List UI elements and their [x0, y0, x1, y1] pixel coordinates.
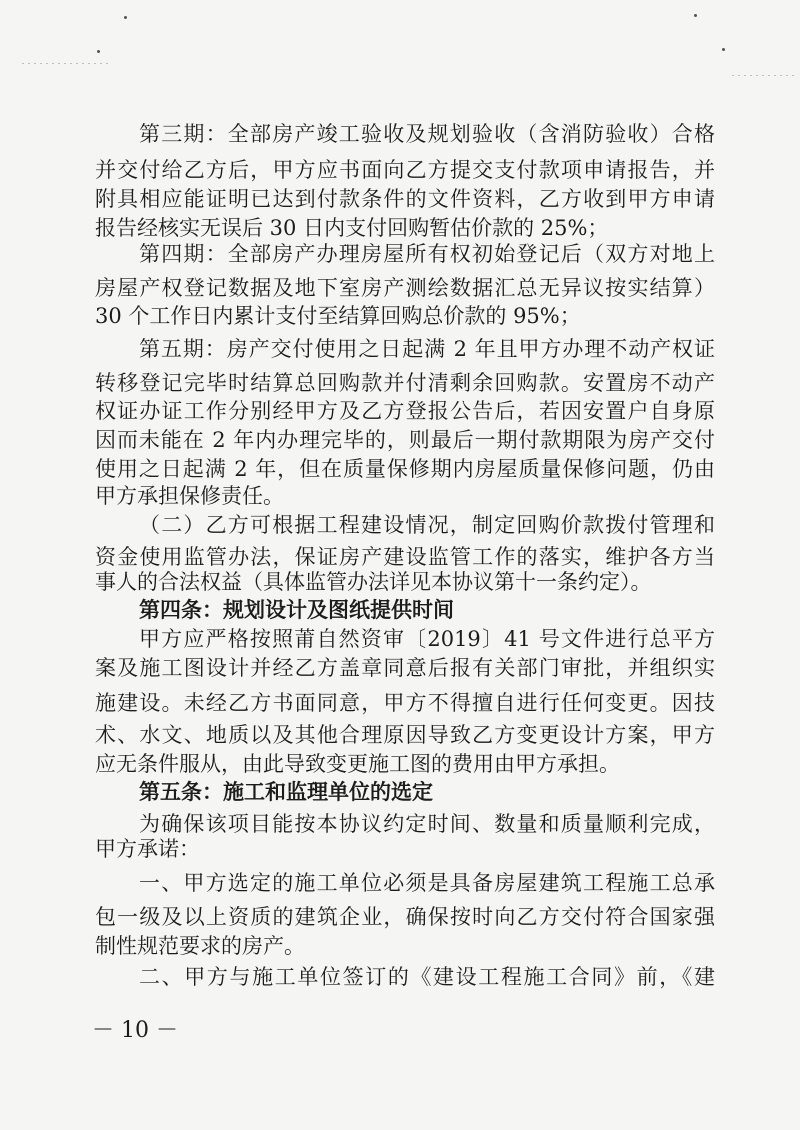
- paragraph-line: 附具相应能证明已达到付款条件的文件资料，乙方收到甲方申请: [95, 187, 715, 211]
- paragraph-line: 甲方承诺：: [95, 837, 200, 861]
- paragraph-line: （二）乙方可根据工程建设情况，制定回购价款拨付管理和: [139, 513, 715, 537]
- paragraph-line: 一、甲方选定的施工单位必须是具备房屋建筑工程施工总承: [139, 871, 715, 895]
- paragraph-line: 甲方应严格按照莆自然资审〔2019〕41 号文件进行总平方: [139, 627, 715, 651]
- paragraph-line: 使用之日起满 2 年，但在质量保修期内房屋质量保修问题，仍由: [95, 457, 715, 481]
- paragraph-line: 权证办证工作分别经甲方及乙方登报公告后，若因安置户自身原: [95, 399, 715, 423]
- scan-noise: [22, 63, 112, 64]
- paragraph-line: 事人的合法权益（具体监管办法详见本协议第十一条约定）。: [95, 570, 652, 594]
- paragraph-line: 二、甲方与施工单位签订的《建设工程施工合同》前，《建: [139, 965, 715, 989]
- paragraph-line: 第三期：全部房产竣工验收及规划验收（含消防验收）合格: [139, 122, 715, 146]
- paragraph-line: 第五期：房产交付使用之日起满 2 年且甲方办理不动产权证: [139, 337, 715, 361]
- paragraph-line: 为确保该项目能按本协议约定时间、数量和质量顺利完成，: [139, 812, 715, 836]
- scan-speck: [722, 48, 725, 51]
- paragraph-line: 房屋产权登记数据及地下室房产测绘数据汇总无异议按实结算）: [95, 276, 715, 300]
- paragraph-line: 术、水文、地质以及其他合理原因导致乙方变更设计方案，甲方: [95, 723, 715, 747]
- paragraph-line: 甲方承担保修责任。: [95, 484, 284, 508]
- scan-speck: [694, 14, 697, 17]
- paragraph-line: 资金使用监管办法，保证房产建设监管工作的落实，维护各方当: [95, 545, 715, 569]
- paragraph-line: 包一级及以上资质的建筑企业，确保按时向乙方交付符合国家强: [95, 905, 715, 929]
- section-heading: 第四条：规划设计及图纸提供时间: [139, 598, 454, 622]
- paragraph-line: 30 个工作日内累计支付至结算回购总价款的 95%；: [95, 304, 581, 328]
- paragraph-line: 应无条件服从，由此导致变更施工图的费用由甲方承担。: [95, 752, 620, 776]
- paragraph-line: 因而未能在 2 年内办理完毕的，则最后一期付款期限为房产交付: [95, 428, 715, 452]
- paragraph-line: 转移登记完毕时结算总回购款并付清剩余回购款。安置房不动产: [95, 371, 715, 395]
- paragraph-line: 施建设。未经乙方书面同意，甲方不得擅自进行任何变更。因技: [95, 691, 715, 715]
- paragraph-line: 案及施工图设计并经乙方盖章同意后报有关部门审批，并组织实: [95, 656, 715, 680]
- scan-speck: [97, 50, 100, 53]
- scan-speck: [124, 16, 127, 19]
- scan-noise: [732, 75, 794, 76]
- page-number: － 10 －: [92, 1018, 178, 1043]
- paragraph-line: 第四期：全部房产办理房屋所有权初始登记后（双方对地上: [139, 242, 715, 266]
- paragraph-line: 并交付给乙方后，甲方应书面向乙方提交支付款项申请报告，并: [95, 158, 715, 182]
- section-heading: 第五条：施工和监理单位的选定: [139, 780, 433, 804]
- paragraph-line: 制性规范要求的房产。: [95, 934, 305, 958]
- paragraph-line: 报告经核实无误后 30 日内支付回购暂估价款的 25%；: [95, 216, 609, 240]
